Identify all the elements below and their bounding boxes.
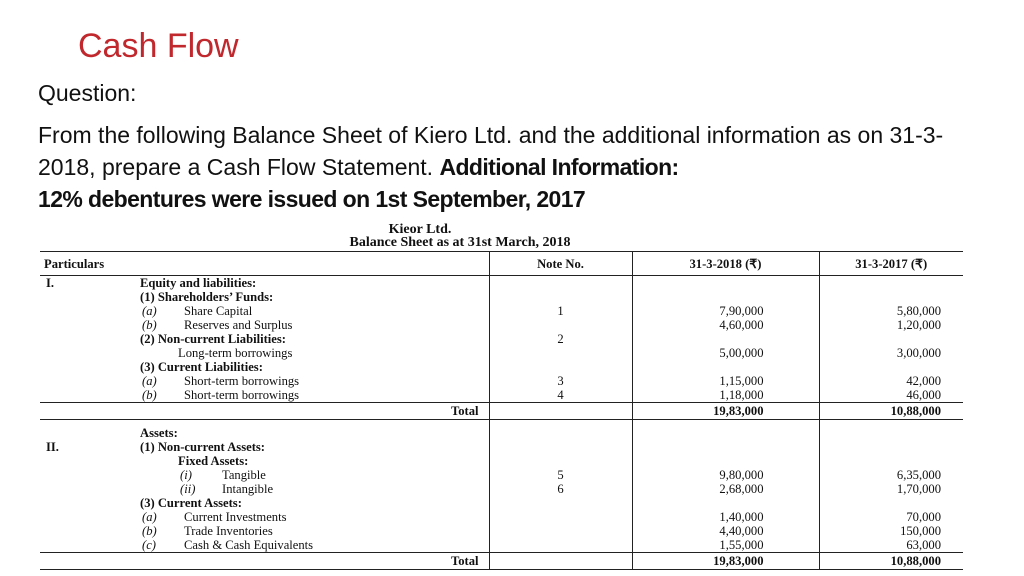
note-cell: 6 xyxy=(489,482,632,496)
total-row xyxy=(40,403,963,420)
value-2017: 63,000 xyxy=(819,538,963,553)
value-2018: 1,18,000 xyxy=(632,388,819,403)
table-header-row xyxy=(40,252,963,276)
value-2018: 1,40,000 xyxy=(632,510,819,524)
question-label: Question: xyxy=(38,80,137,106)
subheading: Fixed Assets: xyxy=(178,454,249,468)
row-marker: (ii) xyxy=(180,482,196,496)
row-marker: (b) xyxy=(142,524,157,538)
table-row xyxy=(40,374,963,388)
value-2018: 7,90,000 xyxy=(632,304,819,318)
row-label: Tangible xyxy=(222,468,266,482)
total-label: Total xyxy=(136,403,489,420)
table-row xyxy=(40,482,963,496)
row-label: Share Capital xyxy=(184,304,253,318)
additional-info-text: 12% debentures were issued on 1st September, 2017 xyxy=(38,186,586,212)
question-text: From the following Balance Sheet of Kiero Ltd. and the additional information as on 31-3-2018, prepare a Cash Flow Statement. xyxy=(38,122,944,180)
header-note: Note No. xyxy=(489,252,632,276)
additional-info-label: Additional Information: xyxy=(439,154,679,180)
subheading: (3) Current Liabilities: xyxy=(140,360,263,374)
table-row xyxy=(40,360,963,374)
table-row xyxy=(40,276,963,291)
value-2017: 5,80,000 xyxy=(819,304,963,318)
value-2018: 2,68,000 xyxy=(632,482,819,496)
balance-sheet-company: Kieor Ltd. xyxy=(388,222,452,237)
row-label: Current Investments xyxy=(184,510,287,524)
table-row xyxy=(40,454,963,468)
slide-title: Cash Flow xyxy=(78,27,239,65)
row-marker: (a) xyxy=(142,374,157,388)
subheading: (1) Shareholders’ Funds: xyxy=(140,290,274,304)
section-label: II. xyxy=(46,440,59,454)
row-marker: (b) xyxy=(142,318,157,332)
row-label: Short-term borrowings xyxy=(184,388,300,402)
value-2018: 1,15,000 xyxy=(632,374,819,388)
total-2017: 10,88,000 xyxy=(819,553,963,570)
subheading: (3) Current Assets: xyxy=(140,496,242,510)
table-row xyxy=(40,388,963,403)
row-marker: (b) xyxy=(142,388,157,402)
value-2017: 1,20,000 xyxy=(819,318,963,332)
header-2018: 31-3-2018 (₹) xyxy=(632,252,819,276)
value-2018: 9,80,000 xyxy=(632,468,819,482)
table-row xyxy=(40,538,963,553)
value-2018: 1,55,000 xyxy=(632,538,819,553)
table-row xyxy=(40,510,963,524)
row-label: Cash & Cash Equivalents xyxy=(184,538,314,552)
total-2018: 19,83,000 xyxy=(632,553,819,570)
value-2017: 3,00,000 xyxy=(819,346,963,360)
value-2017: 1,70,000 xyxy=(819,482,963,496)
row-label: Short-term borrowings xyxy=(184,374,300,388)
table-row xyxy=(40,346,963,360)
value-2017: 150,000 xyxy=(819,524,963,538)
subheading: (2) Non-current Liabilities: xyxy=(140,332,286,346)
header-2017: 31-3-2017 (₹) xyxy=(819,252,963,276)
total-row xyxy=(40,553,963,570)
value-2017: 46,000 xyxy=(819,388,963,403)
row-label: Intangible xyxy=(222,482,274,496)
note-cell: 1 xyxy=(489,304,632,318)
value-2017: 6,35,000 xyxy=(819,468,963,482)
note-cell: 3 xyxy=(489,374,632,388)
section-heading: Assets: xyxy=(140,426,178,440)
table-row xyxy=(40,426,963,440)
table-row xyxy=(40,290,963,304)
value-2018: 4,40,000 xyxy=(632,524,819,538)
subheading: (1) Non-current Assets: xyxy=(140,440,265,454)
table-row xyxy=(40,468,963,482)
table-row xyxy=(40,332,963,346)
table-row xyxy=(40,440,963,454)
row-marker: (c) xyxy=(142,538,156,552)
note-cell: 5 xyxy=(489,468,632,482)
section-label: I. xyxy=(46,276,55,290)
row-label: Reserves and Surplus xyxy=(184,318,293,332)
row-marker: (a) xyxy=(142,510,157,524)
section-heading: Equity and liabilities: xyxy=(140,276,257,290)
table-row xyxy=(40,304,963,318)
value-2018: 4,60,000 xyxy=(632,318,819,332)
total-label: Total xyxy=(136,553,489,570)
table-row xyxy=(40,318,963,332)
row-marker: (i) xyxy=(180,468,192,482)
balance-sheet-title: Balance Sheet as at 31st March, 2018 xyxy=(349,235,571,250)
table-row xyxy=(40,524,963,538)
row-label: Trade Inventories xyxy=(184,524,273,538)
table-row xyxy=(40,496,963,510)
balance-sheet-table xyxy=(40,251,963,570)
total-2018: 19,83,000 xyxy=(632,403,819,420)
header-particulars: Particulars xyxy=(40,252,489,276)
row-label: Long-term borrowings xyxy=(178,346,293,360)
row-marker: (a) xyxy=(142,304,157,318)
note-cell: 2 xyxy=(489,332,632,346)
note-cell: 4 xyxy=(489,388,632,403)
value-2017: 70,000 xyxy=(819,510,963,524)
value-2017: 42,000 xyxy=(819,374,963,388)
total-2017: 10,88,000 xyxy=(819,403,963,420)
question-body xyxy=(38,119,998,215)
value-2018: 5,00,000 xyxy=(632,346,819,360)
